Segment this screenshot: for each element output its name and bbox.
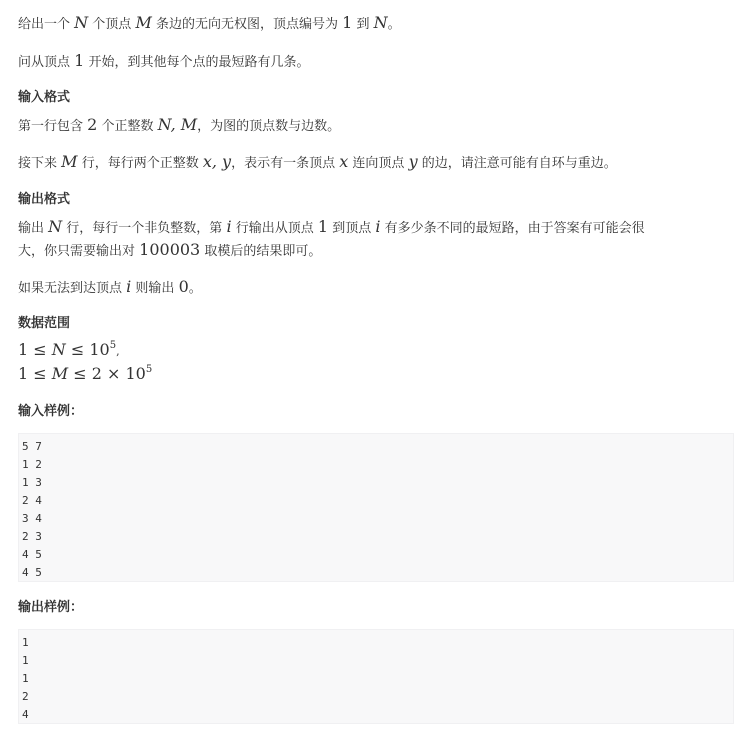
text: 给出一个 bbox=[18, 17, 71, 32]
text: 第一行包含 bbox=[18, 119, 84, 134]
text: 输出 bbox=[18, 221, 45, 236]
math-var: M bbox=[61, 152, 78, 171]
code-line: 2 bbox=[22, 690, 29, 703]
constraint-n bbox=[18, 340, 120, 362]
text: 大，你只需要输出对 bbox=[18, 244, 136, 259]
math-text: 1 ≤ bbox=[18, 364, 47, 383]
math-var: M bbox=[135, 13, 152, 32]
code-line: 1 3 bbox=[22, 476, 42, 489]
code-line: 4 5 bbox=[22, 548, 42, 561]
text: ，为图的顶点数与边数。 bbox=[197, 119, 341, 134]
sample-input-block bbox=[18, 433, 734, 582]
code-line: 2 4 bbox=[22, 494, 42, 507]
math-number: 2 bbox=[87, 115, 98, 134]
code-line: 1 bbox=[22, 654, 29, 667]
output-format-line-2 bbox=[18, 240, 321, 262]
text: 个正整数 bbox=[101, 119, 154, 134]
math-var: N bbox=[74, 13, 89, 32]
text: 接下来 bbox=[18, 156, 58, 171]
text: 个顶点 bbox=[92, 17, 132, 32]
math-number: 1 bbox=[317, 217, 329, 236]
text: 如果无法到达顶点 bbox=[18, 281, 123, 296]
math-var: i bbox=[226, 217, 232, 236]
text: 到顶点 bbox=[332, 221, 372, 236]
math-exponent: 5 bbox=[145, 364, 153, 375]
math-var: N bbox=[48, 217, 63, 236]
math-var: i bbox=[375, 217, 381, 236]
text: 条边的无向无权图，顶点编号为 bbox=[155, 17, 338, 32]
math-number: 0 bbox=[178, 277, 189, 296]
math-var: N bbox=[373, 13, 388, 32]
math-number: 1 bbox=[342, 13, 353, 32]
data-range-heading: 数据范围 bbox=[18, 316, 71, 331]
code-line: 4 bbox=[22, 708, 29, 721]
constraint-m bbox=[18, 364, 152, 384]
description-line-1 bbox=[18, 13, 401, 35]
math-var: x, y bbox=[202, 152, 232, 171]
text: 行，每行一个非负整数，第 bbox=[66, 221, 223, 236]
code-line: 2 3 bbox=[22, 530, 42, 543]
text: 开始，到其他每个点的最短路有几条。 bbox=[88, 55, 310, 70]
math-number: 1 bbox=[74, 51, 85, 70]
math-var: x bbox=[339, 152, 349, 171]
code-line: 1 2 bbox=[22, 458, 42, 471]
sample-input-heading: 输入样例： bbox=[18, 404, 84, 419]
text: ，表示有一条顶点 bbox=[231, 156, 336, 171]
math-exponent: 5 bbox=[109, 340, 117, 351]
text: 。 bbox=[387, 17, 401, 32]
math-var: N bbox=[51, 340, 66, 359]
code-line: 5 7 bbox=[22, 440, 42, 453]
text: 连向顶点 bbox=[352, 156, 405, 171]
sample-output-heading: 输出样例： bbox=[18, 600, 84, 615]
math-text: ≤ 10 bbox=[70, 340, 110, 359]
math-text: , bbox=[116, 345, 120, 358]
description-line-2 bbox=[18, 51, 310, 73]
math-text: ≤ 2 × 10 bbox=[73, 364, 146, 383]
input-format-line-1 bbox=[18, 115, 340, 137]
code-line: 4 5 bbox=[22, 566, 42, 579]
output-format-line-3 bbox=[18, 277, 202, 299]
text: 取模后的结果即可。 bbox=[204, 244, 322, 259]
text: 则输出 bbox=[135, 281, 175, 296]
math-var: M bbox=[51, 364, 69, 383]
math-var: i bbox=[126, 277, 132, 296]
text: 到 bbox=[356, 17, 370, 32]
math-var: y bbox=[408, 152, 418, 171]
text: 行输出从顶点 bbox=[235, 221, 314, 236]
output-format-line-1 bbox=[18, 217, 645, 239]
text: 问从顶点 bbox=[18, 55, 71, 70]
math-text: 1 ≤ bbox=[18, 340, 47, 359]
code-line: 1 bbox=[22, 636, 29, 649]
code-line: 3 4 bbox=[22, 512, 42, 525]
text: 。 bbox=[188, 281, 202, 296]
sample-output-block bbox=[18, 629, 734, 724]
math-number: 100003 bbox=[139, 240, 201, 259]
input-format-line-2 bbox=[18, 152, 617, 174]
text: 的边，请注意可能有自环与重边。 bbox=[421, 156, 617, 171]
text: 有多少条不同的最短路，由于答案有可能会很 bbox=[384, 221, 645, 236]
code-line: 1 bbox=[22, 672, 29, 685]
output-format-heading: 输出格式 bbox=[18, 192, 71, 207]
text: 行，每行两个正整数 bbox=[81, 156, 199, 171]
math-var: N, M bbox=[157, 115, 198, 134]
input-format-heading: 输入格式 bbox=[18, 90, 71, 105]
